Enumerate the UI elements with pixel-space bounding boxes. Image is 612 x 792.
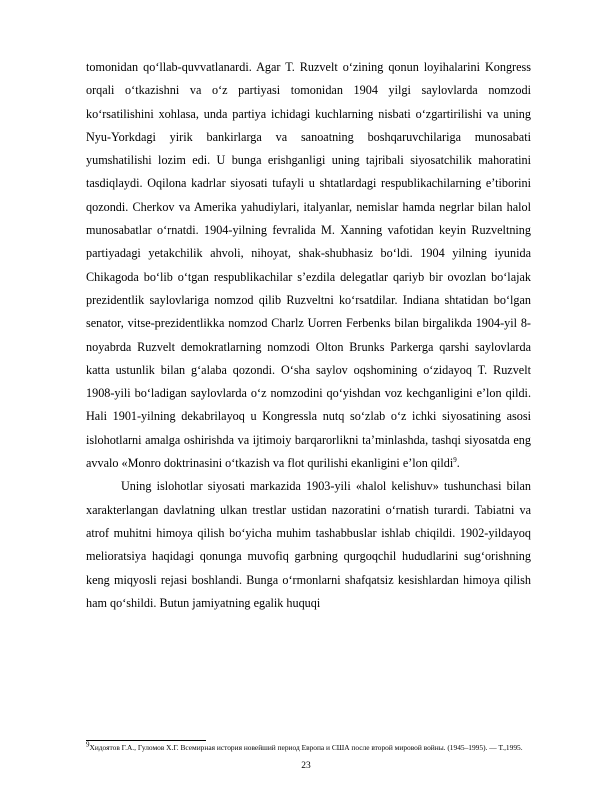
- page-number: 23: [301, 761, 311, 771]
- paragraph-1-text: tomonidan qo‘llab-quvvatlanardi. Agar T. Ruzvelt o‘zining qonun loyihalarini Kongress orqali o‘tkazishni va o‘z partiyasi tomonidan 1904 yilgi saylovlarda nomzodi ko‘rsatilishini xohlasa, unda partiya ichidagi kuchlarning nisbati o‘zgartirilishi va uning Nyu-Yorkdagi yirik bankirlarga va sanoatning boshqaruvchilariga munosabati yumshatilishi lozim edi. U bunga erishganligi uning tajribali siyosatchilik mahoratini tasdiqlaydi. Oqilona kadrlar siyosati tufayli u shtatlardagi respublikachilarning e’tiborini qozondi. Cherkov va Amerika yahudiylari, italyanlar, nemislar hamda negrlar bilan halol munosabatlar o‘rnatdi. 1904-yilning fevralida M. Xanning vafotidan keyin Ruzveltning partiyadagi yetakchilik ahvoli, nihoyat, shak-shubhasiz bo‘ldi. 1904 yilning iyunida Chikagoda bo‘lib o‘tgan respublikachilar s’ezdila delegatlar qariyb bir ovozlan bo‘lajak prezidentlik saylovlariga nomzod qilib Ruzveltni ko‘rsatdilar. Indiana shtatidan bo‘lgan senator, vitse-prezidentlikka nomzod Charlz Uorren Ferbenks bilan birgalikda 1904-yil 8-noyabrda Ruzvelt demokratlarning nomzodi Olton Brunks Parkerga qarshi saylovlarda katta ustunlik bilan g‘alaba qozondi. O‘sha saylov oqshomining o‘zidayoq T. Ruzvelt 1908-yili bo‘ladigan saylovlarda o‘z nomzodini qo‘yishdan voz kechganligini e’lon qildi. Hali 1901-yilning dekabrilayoq u Kongressla nutq so‘zlab o‘z ichki siyosatining asosi islohotlarni amalga oshirishda va ijtimoiy barqarorlikni ta’minlashda, tashqi siyosatda eng avvalo «Monro doktrinasini o‘tkazish va flot qurilishi ekanligini e’lon qildi: [86, 60, 531, 471]
- paragraph-continuation: [86, 56, 531, 475]
- footnote: [86, 742, 531, 754]
- footnote-divider: [86, 740, 206, 741]
- footnote-reference: 9: [453, 455, 457, 464]
- document-body: [86, 56, 531, 615]
- paragraph-1-end: .: [456, 456, 460, 471]
- paragraph-2: Uning islohotlar siyosati markazida 1903-yili «halol kelishuv» tushunchasi bilan xarakterlangan davlatning ulkan trestlar ustidan nazoratini o‘rnatish turardi. Tabiatni va atrof muhitni himoya qilish bo‘yicha muhim tashabbuslar ishlab chiqildi. 1902-yildayoq melioratsiya haqidagi qonunga muvofiq garbning qurgoqchil hududlarini sug‘orishning keng miqyosli rejasi boshlandi. Bunga o‘rmonlarni shafqatsiz kesishlardan himoya qilish ham qo‘shildi. Butun jamiyatning egalik huquqi: [86, 479, 531, 610]
- footnote-text: Хидоятов Г.А., Гуломов Х.Г. Всемирная история новейший период Европа и США после второй мировой войны. (1945–1995). — Т.,1995.: [89, 743, 523, 752]
- footnote-number: 9: [86, 740, 90, 749]
